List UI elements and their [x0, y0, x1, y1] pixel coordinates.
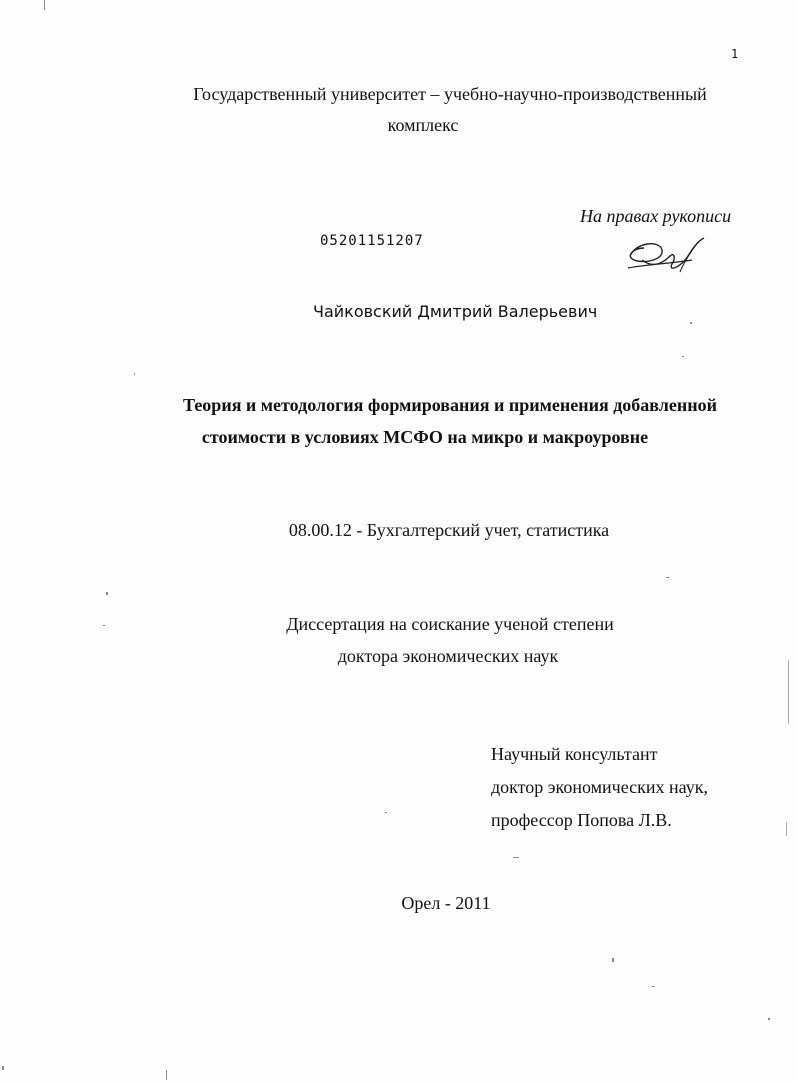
scan-speck	[2, 1066, 4, 1070]
scan-speck	[103, 625, 105, 626]
scan-speck	[682, 356, 684, 357]
scan-speck	[166, 1070, 167, 1080]
university-name-line-1: Государственный университет – учебно-научно-производственный	[193, 84, 707, 104]
scan-edge-line	[786, 822, 787, 836]
scan-speck	[690, 322, 692, 324]
consultant-name: профессор Попова Л.В.	[491, 810, 672, 830]
degree-line-2: доктора экономических наук	[337, 646, 559, 666]
page-number: 1	[731, 47, 739, 61]
dissertation-title-line-2: стоимости в условиях МСФО на микро и макроуровне	[201, 427, 649, 447]
scan-speck	[768, 1018, 770, 1020]
scan-speck	[106, 592, 108, 595]
place-year: Орел - 2011	[401, 893, 491, 913]
scan-speck	[612, 958, 614, 962]
signature-icon	[622, 234, 712, 282]
specialty-code: 08.00.12 - Бухгалтерский учет, статистика	[288, 520, 610, 540]
author-name: Чайковский Дмитрий Валерьевич	[313, 302, 598, 321]
university-name-line-2: комплекс	[387, 115, 459, 135]
registration-number: 05201151207	[320, 233, 424, 249]
consultant-degree: доктор экономических наук,	[491, 777, 708, 797]
manuscript-note: На правах рукописи	[580, 206, 732, 226]
degree-line-1: Диссертация на соискание ученой степени	[286, 614, 614, 634]
scan-edge-line	[788, 660, 789, 724]
scan-speck	[134, 373, 135, 375]
consultant-block	[491, 738, 708, 837]
scan-speck	[513, 857, 519, 858]
consultant-label: Научный консультант	[491, 744, 658, 764]
scan-speck	[666, 577, 669, 578]
dissertation-title-line-1: Теория и методология формирования и применения добавленной	[183, 395, 717, 415]
scan-speck	[385, 812, 387, 813]
scan-speck	[44, 0, 45, 10]
scan-speck	[652, 986, 655, 987]
